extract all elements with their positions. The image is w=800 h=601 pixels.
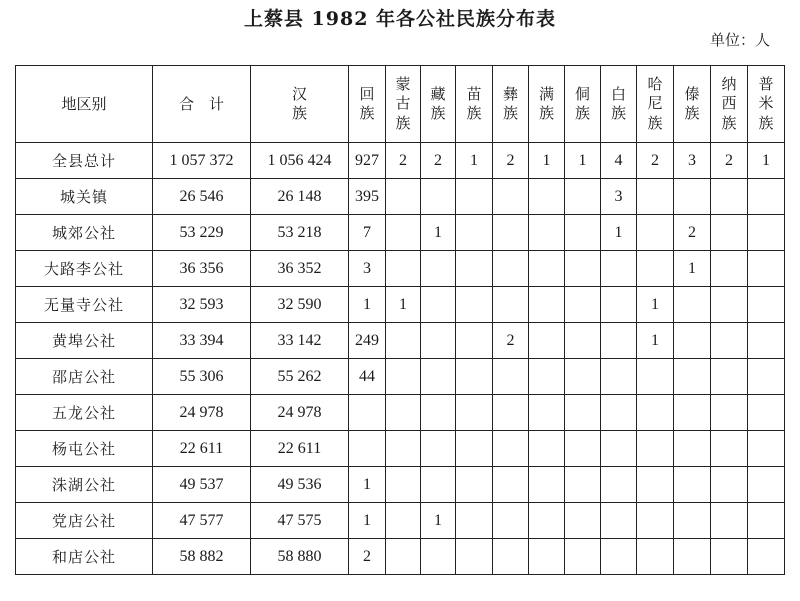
cell-pumi (748, 395, 785, 431)
cell-total: 49 537 (153, 467, 251, 503)
cell-han: 33 142 (251, 323, 349, 359)
cell-total: 58 882 (153, 539, 251, 575)
cell-name: 和店公社 (16, 539, 153, 575)
cell-name: 邵店公社 (16, 359, 153, 395)
header-manchu-label: 满族 (538, 84, 554, 122)
cell-dai (674, 503, 711, 539)
cell-hani (637, 395, 674, 431)
cell-hani: 1 (637, 323, 674, 359)
cell-tibetan (421, 539, 456, 575)
table-row (16, 539, 785, 575)
cell-pumi (748, 251, 785, 287)
cell-pumi (748, 359, 785, 395)
cell-manchu: 1 (529, 143, 565, 179)
cell-name: 杨屯公社 (16, 431, 153, 467)
cell-bai (601, 503, 637, 539)
cell-pumi (748, 215, 785, 251)
cell-bai (601, 287, 637, 323)
cell-miao: 1 (456, 143, 493, 179)
cell-naxi (711, 539, 748, 575)
cell-name: 城郊公社 (16, 215, 153, 251)
cell-miao (456, 323, 493, 359)
header-manchu (529, 66, 565, 143)
cell-yi (493, 431, 529, 467)
cell-miao (456, 467, 493, 503)
table-row (16, 251, 785, 287)
table-row (16, 215, 785, 251)
cell-bai (601, 431, 637, 467)
cell-bai (601, 251, 637, 287)
cell-name: 五龙公社 (16, 395, 153, 431)
header-bai-label: 白族 (610, 84, 626, 122)
cell-naxi: 2 (711, 143, 748, 179)
cell-manchu (529, 431, 565, 467)
cell-dong (565, 179, 601, 215)
cell-tibetan (421, 395, 456, 431)
cell-bai: 1 (601, 215, 637, 251)
cell-dai: 2 (674, 215, 711, 251)
cell-dai: 3 (674, 143, 711, 179)
cell-hui: 44 (349, 359, 386, 395)
cell-total: 24 978 (153, 395, 251, 431)
cell-bai: 4 (601, 143, 637, 179)
cell-tibetan (421, 467, 456, 503)
cell-hani: 1 (637, 287, 674, 323)
cell-han: 55 262 (251, 359, 349, 395)
cell-yi (493, 395, 529, 431)
cell-manchu (529, 251, 565, 287)
cell-naxi (711, 431, 748, 467)
cell-mongol (386, 323, 421, 359)
cell-miao (456, 251, 493, 287)
cell-pumi (748, 179, 785, 215)
cell-hui (349, 395, 386, 431)
table-row (16, 287, 785, 323)
header-row (16, 66, 785, 143)
cell-yi (493, 539, 529, 575)
cell-dong (565, 251, 601, 287)
header-hani (637, 66, 674, 143)
cell-total: 32 593 (153, 287, 251, 323)
cell-tibetan (421, 179, 456, 215)
header-region (16, 66, 153, 143)
cell-naxi (711, 323, 748, 359)
table-body (16, 143, 785, 575)
cell-han: 47 575 (251, 503, 349, 539)
cell-miao (456, 395, 493, 431)
cell-yi: 2 (493, 143, 529, 179)
cell-naxi (711, 503, 748, 539)
cell-hui: 927 (349, 143, 386, 179)
cell-naxi (711, 179, 748, 215)
cell-dong (565, 395, 601, 431)
header-tibetan-label: 藏族 (430, 84, 446, 122)
cell-dong (565, 287, 601, 323)
cell-naxi (711, 395, 748, 431)
cell-han: 53 218 (251, 215, 349, 251)
cell-yi (493, 359, 529, 395)
cell-total: 1 057 372 (153, 143, 251, 179)
cell-name: 大路李公社 (16, 251, 153, 287)
cell-tibetan: 1 (421, 215, 456, 251)
cell-bai: 3 (601, 179, 637, 215)
cell-yi (493, 503, 529, 539)
unit-label: 单位：人 (709, 31, 770, 49)
cell-total: 55 306 (153, 359, 251, 395)
cell-tibetan: 1 (421, 503, 456, 539)
header-total (153, 66, 251, 143)
cell-mongol (386, 503, 421, 539)
cell-mongol (386, 179, 421, 215)
cell-mongol (386, 359, 421, 395)
table-row (16, 179, 785, 215)
cell-mongol (386, 539, 421, 575)
header-bai (601, 66, 637, 143)
cell-han: 36 352 (251, 251, 349, 287)
cell-dai (674, 395, 711, 431)
header-yi (493, 66, 529, 143)
cell-tibetan (421, 287, 456, 323)
cell-dong (565, 503, 601, 539)
header-region-label: 地区别 (61, 94, 107, 113)
cell-miao (456, 539, 493, 575)
ethnic-distribution-table (15, 65, 785, 575)
cell-yi: 2 (493, 323, 529, 359)
header-mongol-label: 蒙古族 (395, 74, 411, 132)
table-row (16, 503, 785, 539)
cell-hui: 1 (349, 503, 386, 539)
cell-hani (637, 431, 674, 467)
cell-dai (674, 467, 711, 503)
header-naxi-label: 纳西族 (721, 74, 737, 132)
header-yi-label: 彝族 (502, 84, 518, 122)
cell-yi (493, 179, 529, 215)
cell-name: 城关镇 (16, 179, 153, 215)
cell-dong (565, 539, 601, 575)
header-miao-label: 苗族 (466, 84, 482, 122)
cell-name: 党店公社 (16, 503, 153, 539)
cell-dai (674, 323, 711, 359)
cell-dong (565, 431, 601, 467)
cell-dong (565, 359, 601, 395)
cell-han: 22 611 (251, 431, 349, 467)
header-han-label: 汉族 (291, 84, 307, 122)
cell-miao (456, 215, 493, 251)
cell-dai (674, 179, 711, 215)
cell-pumi (748, 287, 785, 323)
cell-han: 1 056 424 (251, 143, 349, 179)
cell-yi (493, 215, 529, 251)
cell-name: 黄埠公社 (16, 323, 153, 359)
cell-manchu (529, 323, 565, 359)
cell-hani (637, 359, 674, 395)
cell-yi (493, 467, 529, 503)
cell-miao (456, 179, 493, 215)
cell-mongol (386, 467, 421, 503)
cell-hui: 1 (349, 287, 386, 323)
cell-bai (601, 323, 637, 359)
table-row (16, 467, 785, 503)
cell-yi (493, 287, 529, 323)
cell-name: 全县总计 (16, 143, 153, 179)
table-row (16, 359, 785, 395)
cell-mongol: 2 (386, 143, 421, 179)
header-dai-label: 傣族 (684, 84, 700, 122)
header-pumi (748, 66, 785, 143)
cell-tibetan (421, 323, 456, 359)
cell-name: 洙湖公社 (16, 467, 153, 503)
cell-naxi (711, 287, 748, 323)
cell-hani (637, 215, 674, 251)
header-hani-label: 哈尼族 (647, 74, 663, 132)
cell-mongol (386, 215, 421, 251)
cell-dong (565, 215, 601, 251)
cell-miao (456, 431, 493, 467)
table-row (16, 395, 785, 431)
cell-dai (674, 287, 711, 323)
cell-total: 47 577 (153, 503, 251, 539)
cell-manchu (529, 359, 565, 395)
cell-name: 无量寺公社 (16, 287, 153, 323)
cell-hui: 3 (349, 251, 386, 287)
cell-hui: 7 (349, 215, 386, 251)
cell-bai (601, 539, 637, 575)
cell-hani (637, 179, 674, 215)
cell-manchu (529, 539, 565, 575)
cell-hani: 2 (637, 143, 674, 179)
cell-naxi (711, 467, 748, 503)
cell-mongol (386, 431, 421, 467)
cell-dong (565, 467, 601, 503)
cell-manchu (529, 503, 565, 539)
header-tibetan (421, 66, 456, 143)
cell-manchu (529, 395, 565, 431)
cell-dai (674, 539, 711, 575)
cell-tibetan (421, 431, 456, 467)
cell-bai (601, 395, 637, 431)
cell-han: 24 978 (251, 395, 349, 431)
table-row (16, 323, 785, 359)
header-han (251, 66, 349, 143)
cell-naxi (711, 251, 748, 287)
cell-hani (637, 251, 674, 287)
cell-miao (456, 359, 493, 395)
cell-naxi (711, 359, 748, 395)
cell-total: 22 611 (153, 431, 251, 467)
cell-bai (601, 467, 637, 503)
cell-manchu (529, 179, 565, 215)
table-row (16, 143, 785, 179)
cell-hui: 2 (349, 539, 386, 575)
cell-miao (456, 503, 493, 539)
cell-yi (493, 251, 529, 287)
header-pumi-label: 普米族 (758, 74, 774, 132)
cell-bai (601, 359, 637, 395)
cell-tibetan (421, 359, 456, 395)
cell-mongol (386, 395, 421, 431)
cell-mongol: 1 (386, 287, 421, 323)
cell-han: 49 536 (251, 467, 349, 503)
cell-dong: 1 (565, 143, 601, 179)
cell-han: 32 590 (251, 287, 349, 323)
header-mongol (386, 66, 421, 143)
cell-hui: 1 (349, 467, 386, 503)
cell-hani (637, 539, 674, 575)
header-hui-label: 回族 (359, 84, 375, 122)
cell-pumi (748, 431, 785, 467)
cell-dai (674, 431, 711, 467)
cell-naxi (711, 215, 748, 251)
cell-hui (349, 431, 386, 467)
header-dai (674, 66, 711, 143)
cell-manchu (529, 215, 565, 251)
cell-total: 36 356 (153, 251, 251, 287)
cell-total: 33 394 (153, 323, 251, 359)
cell-manchu (529, 467, 565, 503)
header-hui (349, 66, 386, 143)
cell-hani (637, 467, 674, 503)
header-naxi (711, 66, 748, 143)
cell-dong (565, 323, 601, 359)
cell-tibetan: 2 (421, 143, 456, 179)
table-row (16, 431, 785, 467)
cell-total: 26 546 (153, 179, 251, 215)
cell-pumi: 1 (748, 143, 785, 179)
cell-manchu (529, 287, 565, 323)
header-total-label: 合 计 (178, 94, 224, 113)
cell-han: 26 148 (251, 179, 349, 215)
cell-pumi (748, 467, 785, 503)
cell-mongol (386, 251, 421, 287)
cell-pumi (748, 323, 785, 359)
page-title: 上蔡县 1982 年各公社民族分布表 (243, 8, 557, 30)
header-miao (456, 66, 493, 143)
cell-hui: 249 (349, 323, 386, 359)
header-dong (565, 66, 601, 143)
header-dong-label: 侗族 (574, 84, 590, 122)
cell-pumi (748, 503, 785, 539)
cell-tibetan (421, 251, 456, 287)
cell-pumi (748, 539, 785, 575)
cell-hui: 395 (349, 179, 386, 215)
cell-dai (674, 359, 711, 395)
cell-hani (637, 503, 674, 539)
cell-dai: 1 (674, 251, 711, 287)
cell-han: 58 880 (251, 539, 349, 575)
cell-total: 53 229 (153, 215, 251, 251)
cell-miao (456, 287, 493, 323)
